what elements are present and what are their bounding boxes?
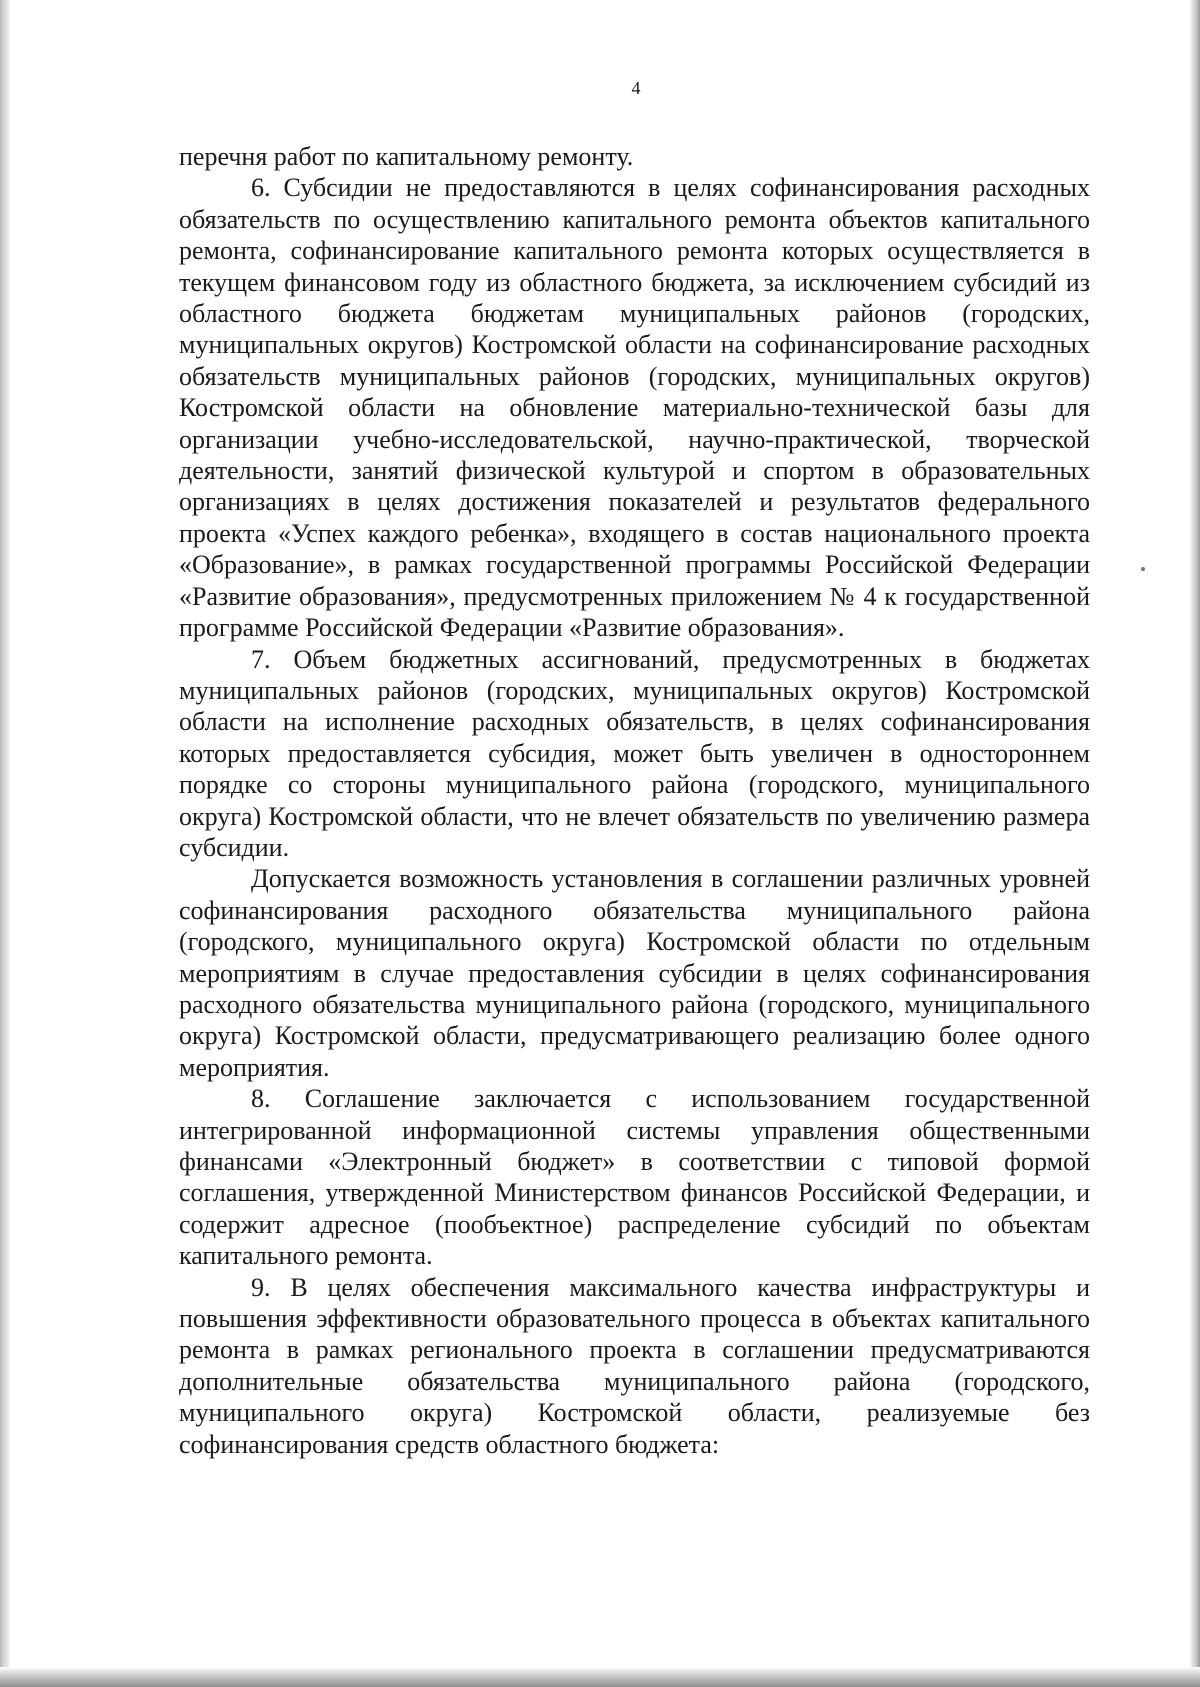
scan-speck xyxy=(1141,567,1145,571)
scan-edge-left xyxy=(0,0,10,1687)
document-body xyxy=(179,141,1090,1460)
scan-edge-right xyxy=(1190,0,1200,1687)
paragraph-item-8: 8. Соглашение заключается с использованием государственной интегрированной информационной системы управления общественными финансами «Электронный бюджет» в соответствии с типовой формой соглашения, утвержденной Министерством финансов Российской Федерации, и содержит адресное (пообъектное) распределение субсидий по объектам капитального ремонта. xyxy=(179,1084,1090,1271)
paragraph-cofinancing-levels: Допускается возможность установления в соглашении различных уровней софинансирования расходного обязательства муниципального района (городского, муниципального округа) Костромской области по отдельным мероприятиям в случае предоставления субсидии в целях софинансирования расходного обязательства муниципального района (городского, муниципального округа) Костромской области, предусматривающего реализацию более одного мероприятия. xyxy=(179,864,1090,1082)
paragraph-continuation: перечня работ по капитальному ремонту. xyxy=(179,142,634,171)
paragraph-item-7: 7. Объем бюджетных ассигнований, предусмотренных в бюджетах муниципальных районов (городских, муниципальных округов) Костромской области на исполнение расходных обязательств, в целях софинансирования которых предоставляется субсидия, может быть увеличен в одностороннем порядке со стороны муниципального района (городского, муниципального округа) Костромской области, что не влечет обязательств по увеличению размера субсидии. xyxy=(179,644,1090,862)
paragraph-item-6: 6. Субсидии не предоставляются в целях софинансирования расходных обязательств по осуществлению капитального ремонта объектов капитального ремонта, софинансирование капитального ремонта которых осуществляется в текущем финансовом году из областного бюджета, за исключением субсидий из областного бюджета бюджетам муниципальных районов (городских, муниципальных округов) Костромской области на софинансирование расходных обязательств муниципальных районов (городских, муниципальных округов) Костромской области на обновление материально-технической базы для организации учебно-исследовательской, научно-практической, творческой деятельности, занятий физической культурой и спортом в образовательных организациях в целях достижения показателей и результатов федерального проекта «Успех каждого ребенка», входящего в состав национального проекта «Образование», в рамках государственной программы Российской Федерации «Развитие образования», предусмотренных приложением № 4 к государственной программе Российской Федерации «Развитие образования». xyxy=(179,173,1090,643)
scan-edge-bottom xyxy=(0,1667,1200,1687)
paragraph-item-9: 9. В целях обеспечения максимального качества инфраструктуры и повышения эффективности образовательного процесса в объектах капитального ремонта в рамках регионального проекта в соглашении предусматриваются дополнительные обязательства муниципального района (городского, муниципального округа) Костромской области, реализуемые без софинансирования средств областного бюджета: xyxy=(179,1272,1090,1459)
page-number: 4 xyxy=(631,78,641,98)
